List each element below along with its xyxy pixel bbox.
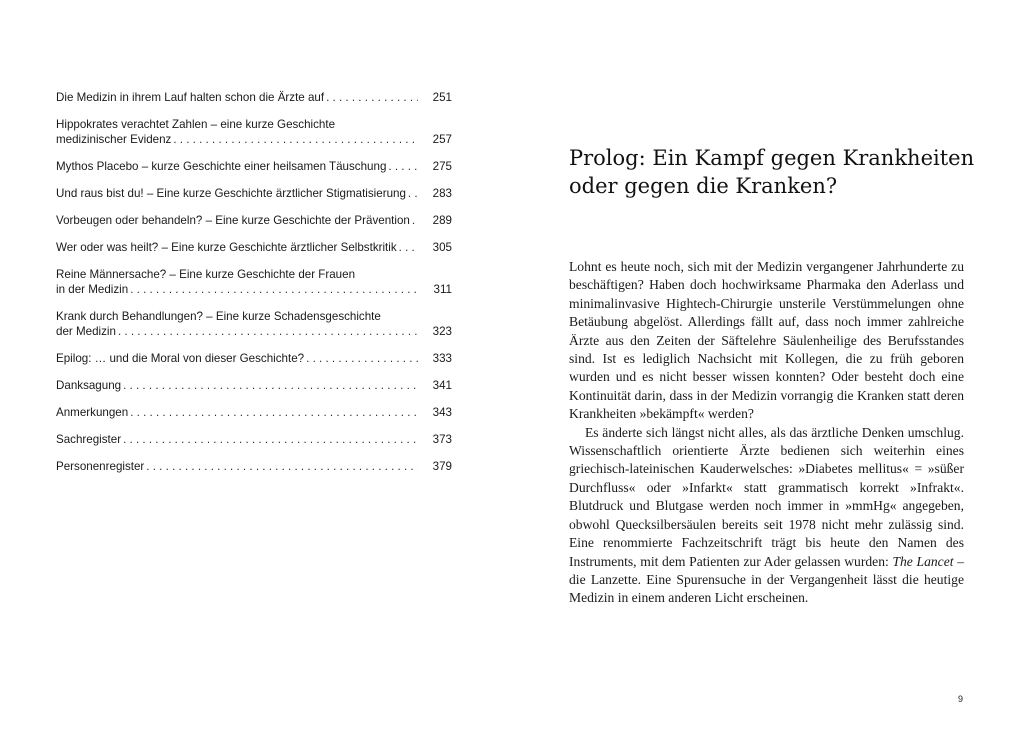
prolog-title: Prolog: Ein Kampf gegen Krankheiten oder gegen die Kranken?	[569, 146, 975, 198]
toc-entry-last-line	[56, 132, 422, 147]
toc-entry-text	[56, 213, 422, 228]
prolog-paragraph-2-end: – die Lanzette. Eine Spurensuche in der Vergangenheit lässt die heutige Medizin in einem anderen Licht erscheinen.	[569, 553, 964, 606]
journal-title: The Lancet	[892, 553, 954, 569]
toc-entry-text	[56, 378, 422, 393]
toc-page-number: 379	[432, 460, 452, 473]
toc-entry-title: Mythos Placebo – kurze Geschichte einer heilsamen Täuschung	[56, 160, 387, 173]
toc-entry-last-line	[56, 240, 422, 255]
toc-entry	[56, 351, 452, 366]
toc-page-number: 373	[432, 433, 452, 446]
toc-entry-last-line	[56, 459, 422, 474]
table-of-contents	[56, 90, 452, 486]
toc-entry	[56, 378, 452, 393]
toc-entry-title: Wer oder was heilt? – Eine kurze Geschichte ärztlicher Selbstkritik	[56, 241, 397, 254]
toc-entry-title: Danksagung	[56, 379, 122, 392]
toc-dot-leader	[123, 378, 418, 393]
toc-page-number: 311	[433, 283, 452, 296]
toc-page-number: 283	[432, 187, 452, 200]
toc-entry	[56, 405, 452, 420]
toc-entry-last-line	[56, 282, 422, 297]
toc-entry-text	[56, 90, 422, 105]
toc-entry	[56, 117, 452, 147]
toc-entry-last-line	[56, 432, 422, 447]
toc-page-number: 305	[432, 241, 452, 254]
toc-page-number: 289	[432, 214, 452, 227]
toc-entry-last-line	[56, 90, 422, 105]
toc-entry	[56, 213, 452, 228]
toc-entry	[56, 186, 452, 201]
toc-entry	[56, 309, 452, 339]
toc-entry	[56, 432, 452, 447]
toc-entry-text	[56, 117, 422, 147]
toc-entry	[56, 159, 452, 174]
toc-entry-text	[56, 351, 422, 366]
toc-dot-leader	[146, 459, 418, 474]
toc-entry	[56, 90, 452, 105]
toc-entry-last-line	[56, 159, 422, 174]
toc-entry-text	[56, 240, 422, 255]
toc-entry-last-line	[56, 405, 422, 420]
toc-entry-title: medizinischer Evidenz	[56, 133, 172, 146]
toc-entry-text	[56, 186, 422, 201]
toc-dot-leader	[130, 282, 418, 297]
toc-dot-leader	[118, 324, 418, 339]
toc-dot-leader	[408, 186, 418, 201]
toc-entry-title: der Medizin	[56, 325, 116, 338]
prolog-paragraph-1: Lohnt es heute noch, sich mit der Medizin vergangener Jahrhunderte zu beschäftigen? Haben doch hochwirksame Pharmaka den Aderlass und minimalinvasive Hightech-Chirurgie unsterile Verstümmelungen ohne Betäubung abgelöst. Allerdings fällt auf, dass noch immer zahlreiche Ärzte aus den Zeiten der Säftelehre Säulenheilige des Berufsstandes sind. Ist es lediglich Nachsicht mit Kollegen, die zu früh geboren wurden und es nicht besser wissen konnten? Oder besteht doch eine Kontinuität darin, dass in der Medizin vorrangig die Kranken statt deren Krankheiten »bekämpft« werden?	[569, 259, 964, 422]
toc-dot-leader	[399, 240, 418, 255]
toc-entry-title-line: Reine Männersache? – Eine kurze Geschichte der Frauen	[56, 268, 356, 281]
right-page	[510, 0, 1020, 756]
toc-entry-text	[56, 405, 422, 420]
toc-page-number: 251	[432, 91, 452, 104]
toc-entry-title: Die Medizin in ihrem Lauf halten schon die Ärzte auf	[56, 91, 325, 104]
toc-entry-title: Personenregister	[56, 460, 145, 473]
prolog-body	[569, 258, 964, 608]
toc-dot-leader	[412, 213, 418, 228]
toc-page-number: 333	[432, 352, 452, 365]
prolog-paragraph-2-start: Es änderte sich längst nicht alles, als das ärztliche Denken umschlug. Wissenschaftlich orientierte Ärzte bedienen sich weiterhin eines griechisch-lateinischen Kauderwelsches: »Diabetes mellitus« = »süßer Durchfluss« oder »Infarkt« statt grammatisch korrekt »Infrakt«. Blutdruck und Blutgase werden noch immer in »mmHg« angegeben, obwohl Quecksilbersäulen bereits seit 1978 nicht mehr zulässig sind. Eine renommierte Fachzeitschrift trägt bis heute den Namen des Instruments, mit dem Patienten zur Ader gelassen wurden:	[569, 424, 964, 569]
toc-entry-title: Epilog: … und die Moral von dieser Geschichte?	[56, 352, 305, 365]
toc-entry-title-line: Hippokrates verachtet Zahlen – eine kurze Geschichte	[56, 118, 336, 131]
page-number: 9	[958, 694, 964, 704]
toc-dot-leader	[306, 351, 418, 366]
toc-entry-last-line	[56, 351, 422, 366]
toc-dot-leader	[326, 90, 418, 105]
toc-entry	[56, 267, 452, 297]
toc-dot-leader	[130, 405, 418, 420]
toc-entry-last-line	[56, 186, 422, 201]
toc-entry-text	[56, 159, 422, 174]
toc-page-number: 341	[432, 379, 452, 392]
toc-entry-title: Vorbeugen oder behandeln? – Eine kurze Geschichte der Prävention	[56, 214, 410, 227]
toc-dot-leader	[388, 159, 418, 174]
toc-entry-last-line	[56, 324, 422, 339]
toc-entry	[56, 240, 452, 255]
toc-entry	[56, 459, 452, 474]
toc-page-number: 343	[432, 406, 452, 419]
toc-entry-title: Sachregister	[56, 433, 122, 446]
toc-entry-title: in der Medizin	[56, 283, 129, 296]
prolog-paragraph-2	[569, 424, 964, 608]
toc-page-number: 257	[432, 133, 452, 146]
toc-entry-title: Anmerkungen	[56, 406, 129, 419]
toc-dot-leader	[123, 432, 418, 447]
toc-entry-text	[56, 432, 422, 447]
toc-entry-text	[56, 459, 422, 474]
toc-entry-text	[56, 267, 422, 297]
toc-page-number: 275	[432, 160, 452, 173]
toc-page-number: 323	[432, 325, 452, 338]
toc-entry-title-line: Krank durch Behandlungen? – Eine kurze Schadensgeschichte	[56, 310, 381, 323]
toc-entry-last-line	[56, 213, 422, 228]
toc-entry-last-line	[56, 378, 422, 393]
toc-entry-title: Und raus bist du! – Eine kurze Geschichte ärztlicher Stigmatisierung	[56, 187, 406, 200]
toc-dot-leader	[173, 132, 418, 147]
toc-entry-text	[56, 309, 422, 339]
